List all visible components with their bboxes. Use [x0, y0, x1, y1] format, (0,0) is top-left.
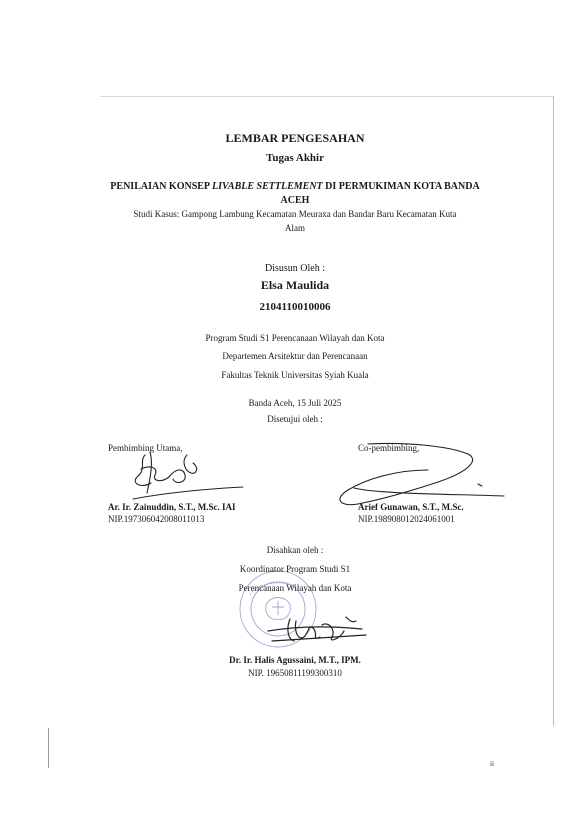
author-id: 2104110010006	[259, 301, 331, 313]
department-name: Departemen Arsitektur dan Perencanaan	[222, 351, 368, 361]
coordinator-signature	[262, 607, 372, 657]
co-supervisor-nip: NIP.198908012024061001	[358, 514, 455, 524]
scan-edge-top	[100, 96, 554, 97]
sheet-heading: LEMBAR PENGESAHAN	[225, 131, 365, 145]
case-study-line1: Studi Kasus: Gampong Lambung Kecamatan Meuraxa dan Bandar Baru Kecamatan Kuta	[133, 209, 457, 219]
page-number: ii	[490, 760, 494, 768]
thesis-title-line1	[70, 181, 520, 192]
author-label: Disusun Oleh :	[265, 263, 325, 274]
supervisor-name: Ar. Ir. Zainuddin, S.T., M.Sc. IAI	[108, 502, 236, 512]
document-type: Tugas Akhir	[266, 152, 324, 164]
co-supervisor-role: Co-pembimbing,	[358, 443, 420, 453]
case-study-line2: Alam	[285, 223, 305, 233]
faculty-name: Fakultas Teknik Universitas Syiah Kuala	[221, 370, 369, 380]
thesis-title-suffix: DI PERMUKIMAN KOTA BANDA	[322, 181, 480, 192]
thesis-title-italic: LIVABLE SETTLEMENT	[211, 181, 323, 192]
author-name: Elsa Maulida	[260, 278, 330, 292]
coordinator-role-line2: Perencanaan Wilayah dan Kota	[238, 583, 352, 593]
approved-by-label: Disetujui oleh :	[267, 414, 323, 424]
scan-edge-right	[553, 96, 554, 726]
coordinator-nip: NIP. 19650811199300310	[248, 668, 342, 678]
ratified-by-label: Disahkan oleh :	[266, 545, 324, 555]
co-supervisor-name: Arief Gunawan, S.T., M.Sc.	[358, 502, 464, 512]
date-place: Banda Aceh, 15 Juli 2025	[248, 398, 342, 408]
supervisor-nip: NIP.197306042008011013	[108, 514, 205, 524]
coordinator-name: Dr. Ir. Halis Agussaini, M.T., IPM.	[229, 655, 361, 665]
scan-edge-left	[48, 728, 49, 768]
supervisor-role: Pembimbing Utama,	[108, 443, 183, 453]
program-name: Program Studi S1 Perencanaan Wilayah dan Kota	[205, 333, 385, 343]
thesis-title-prefix: PENILAIAN KONSEP	[110, 181, 212, 192]
coordinator-role-line1: Koordinator Program Studi S1	[239, 564, 351, 574]
thesis-title-line2: ACEH	[280, 195, 310, 206]
